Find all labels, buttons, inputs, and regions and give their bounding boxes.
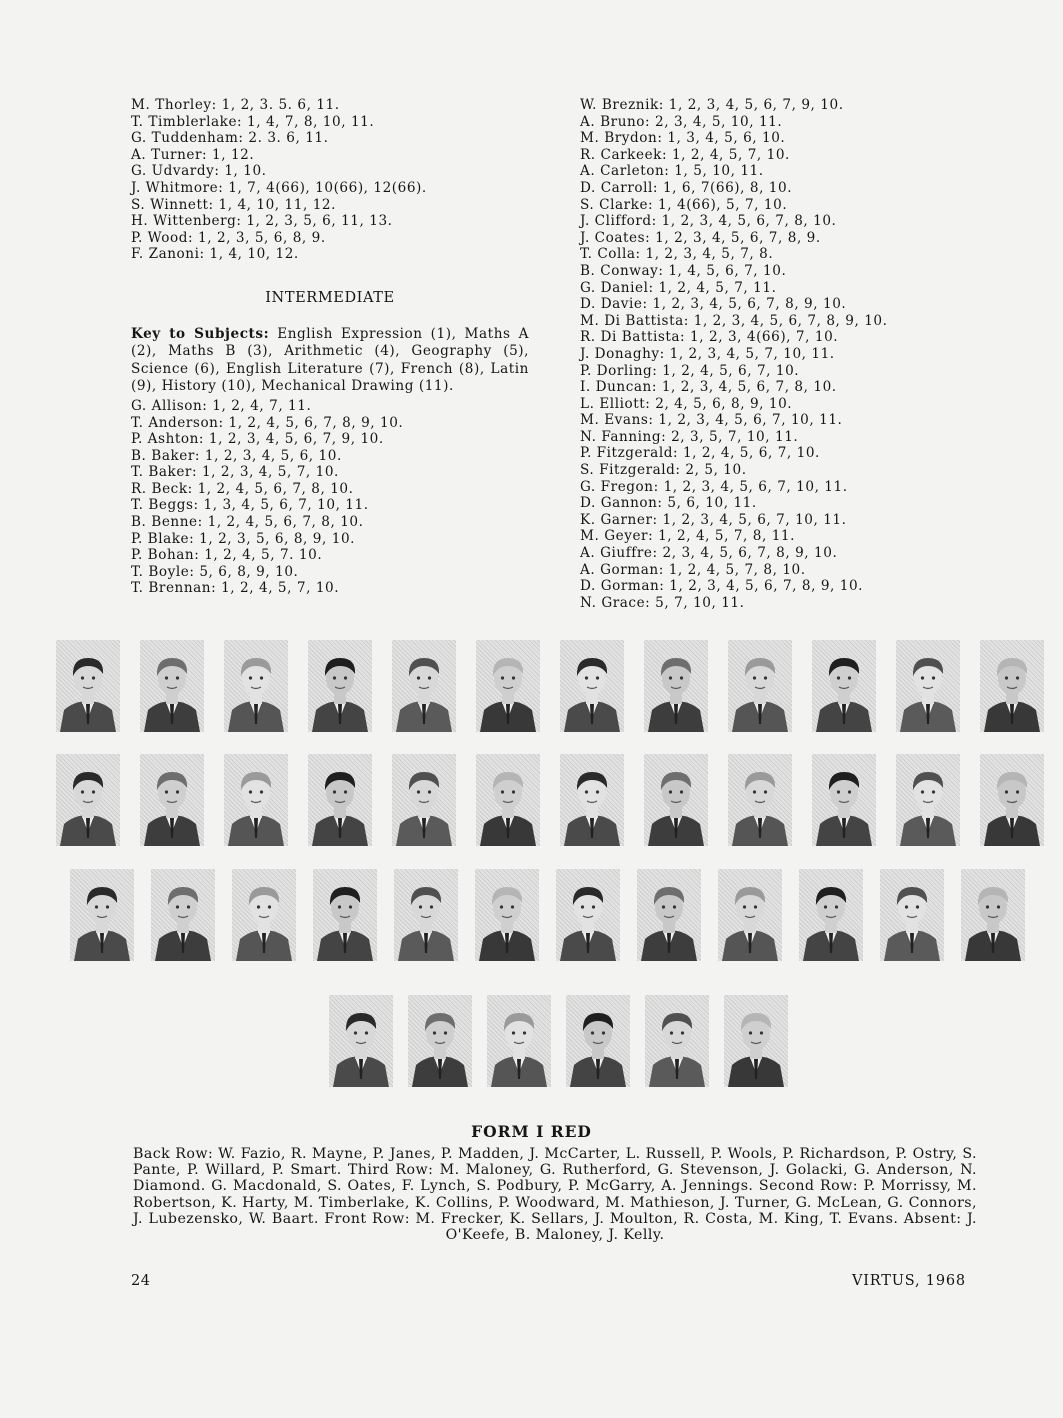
list-item: S. Fitzgerald: 2, 5, 10. [580, 462, 747, 479]
list-item: D. Davie: 1, 2, 3, 4, 5, 6, 7, 8, 9, 10. [580, 296, 847, 313]
list-item: T. Baker: 1, 2, 3, 4, 5, 7, 10. [131, 464, 339, 481]
list-item: F. Zanoni: 1, 4, 10, 12. [131, 246, 299, 263]
list-item: N. Fanning: 2, 3, 5, 7, 10, 11. [580, 428, 799, 445]
student-portrait [560, 754, 624, 846]
student-portrait [140, 754, 204, 846]
student-portrait [724, 995, 788, 1087]
student-portrait [980, 640, 1044, 732]
list-item: M. Evans: 1, 2, 3, 4, 5, 6, 7, 10, 11. [580, 412, 843, 429]
student-portrait [232, 869, 296, 961]
list-item: R. Beck: 1, 2, 4, 5, 6, 7, 8, 10. [131, 480, 354, 497]
student-portrait [476, 754, 540, 846]
student-portrait [392, 640, 456, 732]
list-item: H. Wittenberg: 1, 2, 3, 5, 6, 11, 13. [131, 213, 393, 230]
list-item: P. Ashton: 1, 2, 3, 4, 5, 6, 7, 9, 10. [131, 431, 384, 448]
list-item: A. Turner: 1, 12. [131, 146, 255, 163]
list-item: G. Daniel: 1, 2, 4, 5, 7, 11. [580, 279, 777, 296]
list-item: P. Bohan: 1, 2, 4, 5, 7. 10. [131, 547, 323, 564]
student-portrait [566, 995, 630, 1087]
list-item: G. Tuddenham: 2. 3. 6, 11. [131, 130, 329, 147]
student-portrait [560, 640, 624, 732]
student-portrait [224, 754, 288, 846]
list-item: T. Timblerlake: 1, 4, 7, 8, 10, 11. [131, 113, 375, 130]
list-item: J. Clifford: 1, 2, 3, 4, 5, 6, 7, 8, 10. [580, 213, 837, 230]
subject-key-text: English Expression (1), Maths A (2), Maths B (3), Arithmetic (4), Geography (5), Science (6), English Literature (7), French (8), Latin (9), History (10), Mechanical Drawing (11). [131, 325, 529, 395]
list-item: R. Carkeek: 1, 2, 4, 5, 7, 10. [580, 146, 790, 163]
list-item: M. Geyer: 1, 2, 4, 5, 7, 8, 11. [580, 528, 796, 545]
list-item: S. Clarke: 1, 4(66), 5, 7, 10. [580, 196, 788, 213]
student-portrait [728, 754, 792, 846]
student-portrait [799, 869, 863, 961]
list-item: R. Di Battista: 1, 2, 3, 4(66), 7, 10. [580, 329, 839, 346]
student-portrait [556, 869, 620, 961]
student-portrait [56, 640, 120, 732]
student-portrait [961, 869, 1025, 961]
list-item: L. Elliott: 2, 4, 5, 6, 8, 9, 10. [580, 395, 793, 412]
caption-title: FORM I RED [471, 1122, 592, 1141]
student-portrait [308, 640, 372, 732]
list-item: M. Brydon: 1, 3, 4, 5, 6, 10. [580, 130, 786, 147]
list-item: A. Gorman: 1, 2, 4, 5, 7, 8, 10. [580, 561, 806, 578]
section-heading: INTERMEDIATE [265, 289, 395, 306]
student-portrait [394, 869, 458, 961]
list-item: P. Dorling: 1, 2, 4, 5, 6, 7, 10. [580, 362, 800, 379]
student-portrait [644, 754, 708, 846]
student-portrait [880, 869, 944, 961]
list-item: D. Gorman: 1, 2, 3, 4, 5, 6, 7, 8, 9, 10. [580, 578, 864, 595]
student-portrait [637, 869, 701, 961]
list-item: B. Conway: 1, 4, 5, 6, 7, 10. [580, 262, 787, 279]
list-item: G. Allison: 1, 2, 4, 7, 11. [131, 397, 312, 414]
list-item: P. Fitzgerald: 1, 2, 4, 5, 6, 7, 10. [580, 445, 820, 462]
list-item: G. Udvardy: 1, 10. [131, 163, 267, 180]
list-item: G. Fregon: 1, 2, 3, 4, 5, 6, 7, 10, 11. [580, 478, 848, 495]
list-item: B. Baker: 1, 2, 3, 4, 5, 6, 10. [131, 447, 342, 464]
student-portrait [896, 754, 960, 846]
student-portrait [408, 995, 472, 1087]
student-portrait [56, 754, 120, 846]
list-item: A. Giuffre: 2, 3, 4, 5, 6, 7, 8, 9, 10. [580, 545, 838, 562]
student-portrait [70, 869, 134, 961]
list-item: I. Duncan: 1, 2, 3, 4, 5, 6, 7, 8, 10. [580, 379, 837, 396]
list-item: N. Grace: 5, 7, 10, 11. [580, 594, 745, 611]
student-portrait [812, 640, 876, 732]
list-item: T. Anderson: 1, 2, 4, 5, 6, 7, 8, 9, 10. [131, 414, 404, 431]
list-item: J. Whitmore: 1, 7, 4(66), 10(66), 12(66). [131, 179, 427, 196]
student-portrait [812, 754, 876, 846]
list-item: M. Di Battista: 1, 2, 3, 4, 5, 6, 7, 8, 9, 10. [580, 312, 888, 329]
magazine-title: VIRTUS, 1968 [852, 1273, 966, 1289]
student-portrait [308, 754, 372, 846]
list-item: T. Brennan: 1, 2, 4, 5, 7, 10. [131, 580, 340, 597]
student-portrait [151, 869, 215, 961]
student-portrait [140, 640, 204, 732]
list-item: K. Garner: 1, 2, 3, 4, 5, 6, 7, 10, 11. [580, 511, 847, 528]
student-portrait [313, 869, 377, 961]
list-item: J. Donaghy: 1, 2, 3, 4, 5, 7, 10, 11. [580, 345, 835, 362]
student-portrait [329, 995, 393, 1087]
list-item: T. Boyle: 5, 6, 8, 9, 10. [131, 563, 299, 580]
caption-text: Back Row: W. Fazio, R. Mayne, P. Janes, P. Madden, J. McCarter, L. Russell, P. Wools, P. Richardson, P. Ostry, S. Pante, P. Willard, P. Smart. Third Row: M. Maloney, G. Rutherford, G. Stevenson, J. Golacki, G. Anderson, N. Diamond. G. Macdonald, S. Oates, F. Lynch, S. Podbury, P. McGarry, A. Jennings. Second Row: P. Morrissy, M. Robertson, K. Harty, M. Timberlake, K. Collins, P. Woodward, M. Mathieson, J. Turner, G. McLean, G. Connors, J. Lubezensko, W. Baart. Front Row: M. Frecker, K. Sellars, J. Moulton, R. Costa, M. King, T. Evans. Absent: J. O'Keefe, B. Maloney, J. Kelly. [133, 1146, 977, 1244]
list-item: T. Beggs: 1, 3, 4, 5, 6, 7, 10, 11. [131, 497, 369, 514]
student-portrait [487, 995, 551, 1087]
list-item: A. Carleton: 1, 5, 10, 11. [580, 163, 764, 180]
student-portrait [644, 640, 708, 732]
list-item: M. Thorley: 1, 2, 3. 5. 6, 11. [131, 97, 340, 113]
list-item: P. Wood: 1, 2, 3, 5, 6, 8, 9. [131, 229, 326, 246]
page-number: 24 [131, 1273, 151, 1289]
list-item: B. Benne: 1, 2, 4, 5, 6, 7, 8, 10. [131, 514, 364, 531]
student-portrait [980, 754, 1044, 846]
student-portrait [475, 869, 539, 961]
list-item: D. Gannon: 5, 6, 10, 11. [580, 495, 757, 512]
student-portrait [645, 995, 709, 1087]
student-portrait [392, 754, 456, 846]
list-item: P. Blake: 1, 2, 3, 5, 6, 8, 9, 10. [131, 530, 356, 547]
list-item: T. Colla: 1, 2, 3, 4, 5, 7, 8. [580, 246, 774, 263]
student-portrait [476, 640, 540, 732]
list-item: J. Coates: 1, 2, 3, 4, 5, 6, 7, 8, 9. [580, 229, 821, 246]
subject-key-label: Key to Subjects: [131, 325, 270, 342]
student-portrait [728, 640, 792, 732]
list-item: A. Bruno: 2, 3, 4, 5, 10, 11. [580, 113, 783, 130]
student-portrait [224, 640, 288, 732]
student-portrait [896, 640, 960, 732]
student-portrait [718, 869, 782, 961]
list-item: D. Carroll: 1, 6, 7(66), 8, 10. [580, 179, 793, 196]
list-item: W. Breznik: 1, 2, 3, 4, 5, 6, 7, 9, 10. [580, 97, 844, 113]
list-item: S. Winnett: 1, 4, 10, 11, 12. [131, 196, 336, 213]
